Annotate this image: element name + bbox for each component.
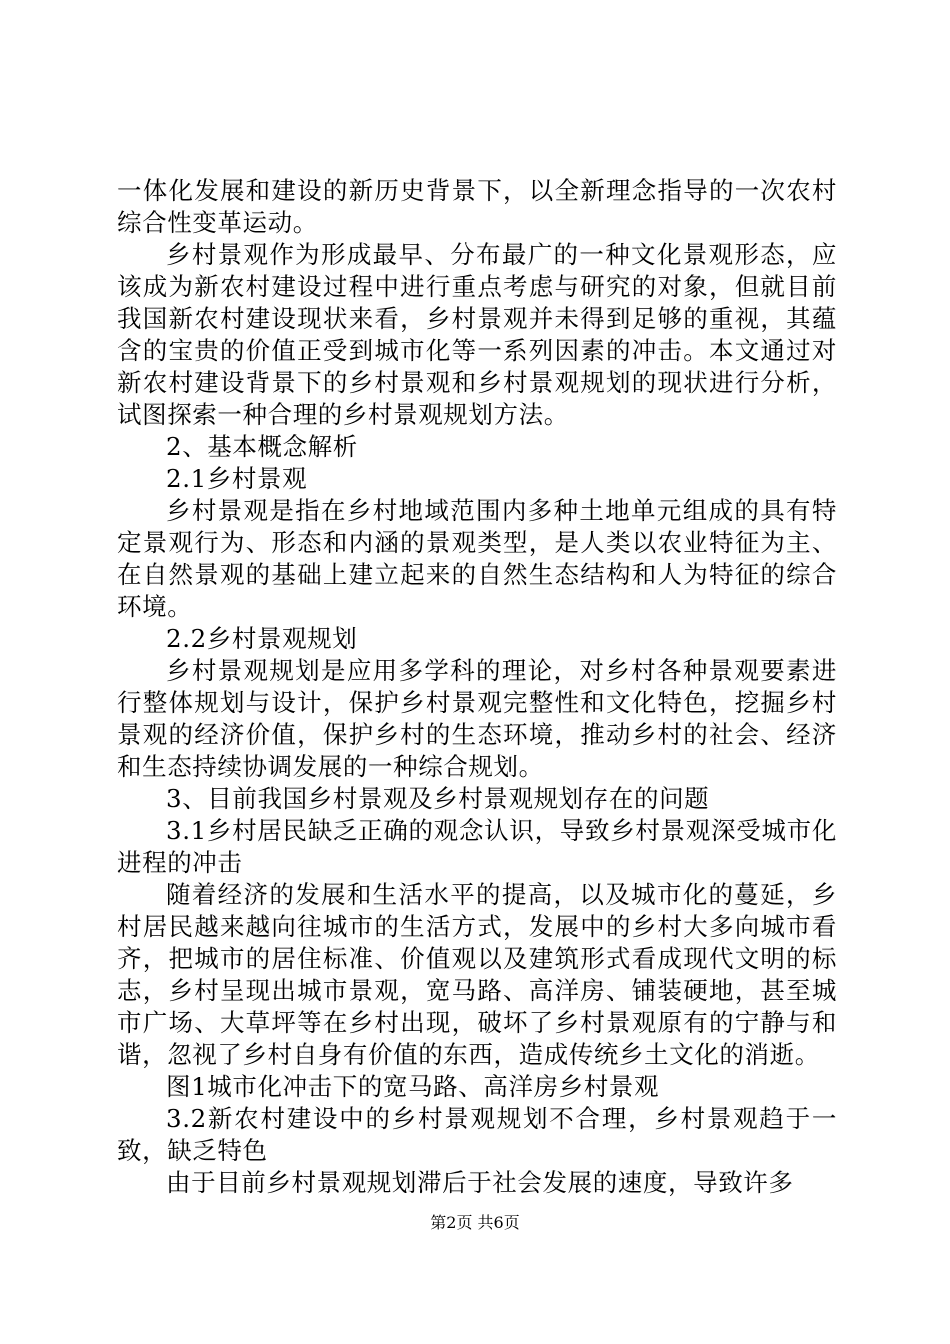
subsection-heading: 2.1乡村景观	[166, 464, 308, 493]
paragraph: 乡村景观作为形成最早、分布最广的一种文化景观形态，应该成为新农村建设过程中进行重点考虑与研究的对象，但就目前我国新农村建设现状来看，乡村景观并未得到足够的重视，其蕴含的宝贵的价值正受到城市化等一系列因素的冲击。本文通过对新农村建设背景下的乡村景观和乡村景观规划的现状进行分析，试图探索一种合理的乡村景观规划方法。	[117, 240, 837, 429]
subsection-heading: 3.2新农村建设中的乡村景观规划不合理，乡村景观趋于一致，缺乏特色	[117, 1104, 837, 1165]
subsection-heading: 2.2乡村景观规划	[166, 624, 358, 653]
paragraph: 乡村景观规划是应用多学科的理论，对乡村各种景观要素进行整体规划与设计，保护乡村景观完整性和文化特色，挖掘乡村景观的经济价值，保护乡村的生态环境，推动乡村的社会、经济和生态持续协调发展的一种综合规划。	[117, 656, 837, 781]
page-footer: 第2页 共6页	[430, 1213, 520, 1232]
paragraph: 一体化发展和建设的新历史背景下，以全新理念指导的一次农村综合性变革运动。	[117, 176, 837, 237]
paragraph: 随着经济的发展和生活水平的提高，以及城市化的蔓延，乡村居民越来越向往城市的生活方式，发展中的乡村大多向城市看齐，把城市的居住标准、价值观以及建筑形式看成现代文明的标志，乡村呈现出城市景观，宽马路、高洋房、铺装硬地，甚至城市广场、大草坪等在乡村出现，破坏了乡村景观原有的宁静与和谐，忽视了乡村自身有价值的东西，造成传统乡土文化的消逝。	[117, 880, 837, 1069]
body-text	[117, 175, 837, 1199]
section-heading: 2、基本概念解析	[166, 432, 358, 461]
paragraph: 乡村景观是指在乡村地域范围内多种土地单元组成的具有特定景观行为、形态和内涵的景观类型，是人类以农业特征为主、在自然景观的基础上建立起来的自然生态结构和人为特征的综合环境。	[117, 496, 837, 621]
figure-caption: 图1城市化冲击下的宽马路、高洋房乡村景观	[166, 1072, 660, 1101]
subsection-heading: 3.1乡村居民缺乏正确的观念认识，导致乡村景观深受城市化进程的冲击	[117, 816, 837, 877]
paragraph: 由于目前乡村景观规划滞后于社会发展的速度，导致许多	[166, 1168, 794, 1197]
section-heading: 3、目前我国乡村景观及乡村景观规划存在的问题	[166, 784, 710, 813]
